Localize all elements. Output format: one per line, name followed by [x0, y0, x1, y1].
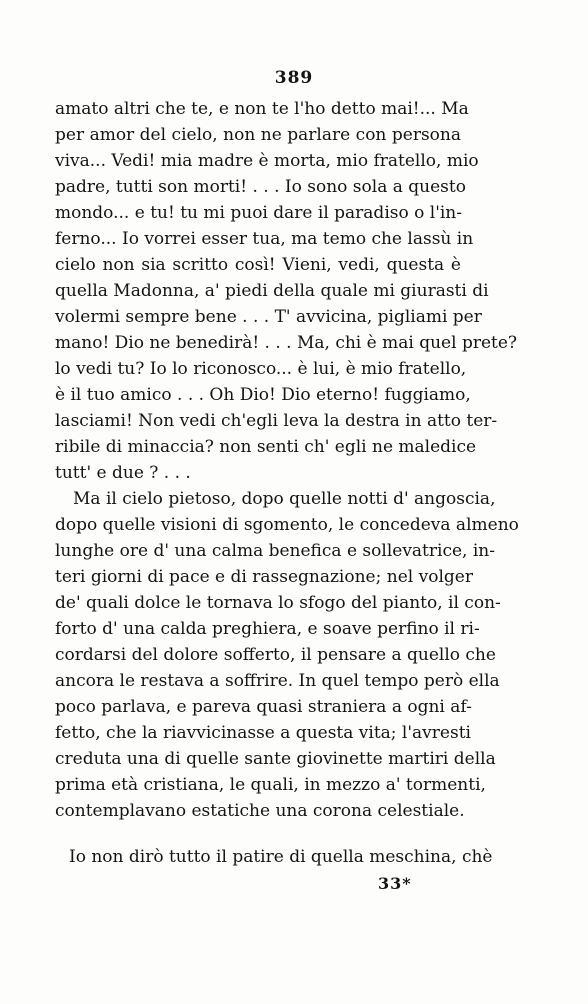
body-text — [55, 96, 519, 824]
text-line: Ma il cielo pietoso, dopo quelle notti d' angoscia, — [73, 489, 496, 509]
signature-mark: 33* — [378, 874, 412, 893]
text-line: mano! Dio ne benedirà! . . . Ma, chi è mai quel prete? — [55, 333, 518, 353]
page-number: 389 — [274, 68, 314, 88]
text-line: lasciami! Non vedi ch'egli leva la destra in atto ter- — [55, 411, 498, 431]
paragraph-narration — [55, 486, 519, 824]
text-line: ancora le restava a soffrire. In quel tempo però ella — [55, 671, 500, 691]
text-line: de' quali dolce le tornava lo sfogo del pianto, il con- — [55, 593, 501, 613]
text-line: mondo... e tu! tu mi puoi dare il paradiso o l'in- — [55, 203, 462, 223]
text-line: per amor del cielo, non ne parlare con persona — [55, 125, 461, 145]
text-line: ribile di minaccia? non senti ch' egli ne maledice — [55, 437, 477, 457]
text-line: amato altri che te, e non te l'ho detto mai!... Ma — [55, 99, 469, 119]
text-line: lo vedi tu? Io lo riconosco... è lui, è mio fratello, — [55, 359, 467, 379]
text-line: padre, tutti son morti! . . . Io sono sola a questo — [55, 177, 466, 197]
text-line: prima età cristiana, le quali, in mezzo a' tormenti, — [55, 775, 486, 795]
text-line: poco parlava, e pareva quasi straniera a ogni af- — [55, 697, 472, 717]
text-line: cielo non sia scritto così! Vieni, vedi, questa è — [55, 255, 461, 275]
text-line: creduta una di quelle sante giovinette martiri della — [55, 749, 496, 769]
text-line: fetto, che la riavvicinasse a questa vita; l'avresti — [55, 723, 471, 743]
text-line: contemplavano estatiche una corona celestiale. — [55, 801, 465, 821]
text-line: lunghe ore d' una calma benefica e sollevatrice, in- — [55, 541, 495, 561]
text-line: teri giorni di pace e di rassegnazione; nel volger — [55, 567, 473, 587]
text-line: dopo quelle visioni di sgomento, le concedeva almeno — [55, 515, 519, 535]
text-line: cordarsi del dolore sofferto, il pensare a quello che — [55, 645, 496, 665]
text-line: quella Madonna, a' piedi della quale mi giurasti di — [55, 281, 489, 301]
paragraph-dialogue — [55, 96, 518, 486]
paragraph-closing: Io non dirò tutto il patire di quella meschina, chè — [69, 847, 493, 867]
text-line: volermi sempre bene . . . T' avvicina, pigliami per — [55, 307, 482, 327]
text-line: tutt' e due ? . . . — [55, 463, 191, 483]
text-line: ferno... Io vorrei esser tua, ma temo che lassù in — [55, 229, 474, 249]
text-line: viva... Vedi! mia madre è morta, mio fratello, mio — [55, 151, 479, 171]
text-line: forto d' una calda preghiera, e soave perfino il ri- — [55, 619, 480, 639]
text-line: è il tuo amico . . . Oh Dio! Dio eterno! fuggiamo, — [55, 385, 471, 405]
